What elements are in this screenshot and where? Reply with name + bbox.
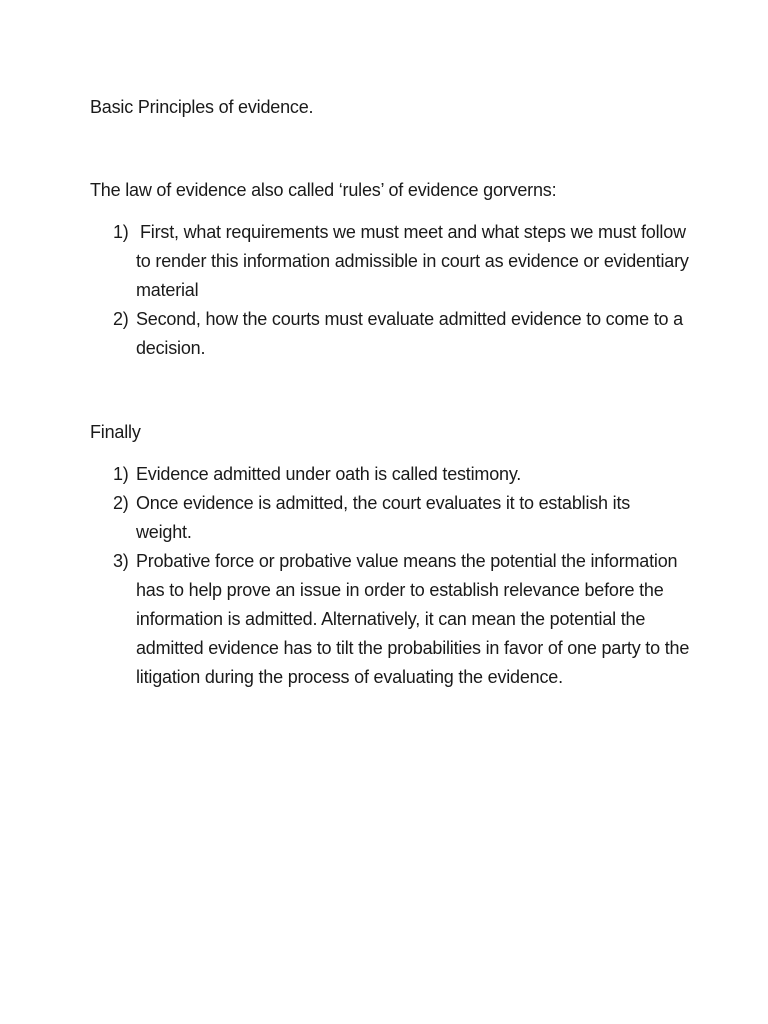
list-item-text: Probative force or probative value means the potential the information has to help prove an issue in order to establish relevance before the information is admitted. Alternatively, it can mean the potential the admitted evidence has to tilt the probabilities in favor of one party to the litigation during the process of evaluating the evidence. bbox=[136, 551, 690, 687]
list-item bbox=[90, 547, 690, 692]
list-item bbox=[90, 460, 690, 489]
list-item-number: 3) bbox=[113, 551, 129, 571]
intro-paragraph: The law of evidence also called ‘rules’ of evidence gorverns: bbox=[90, 180, 557, 200]
principles-list bbox=[90, 218, 690, 363]
list-item-text: Second, how the courts must evaluate admitted evidence to come to a decision. bbox=[136, 309, 683, 358]
list-item bbox=[90, 489, 690, 547]
list-item bbox=[90, 218, 690, 305]
list-item-number: 1) bbox=[113, 464, 129, 484]
document-title: Basic Principles of evidence. bbox=[90, 97, 314, 117]
finally-heading: Finally bbox=[90, 422, 141, 442]
list-item-text: First, what requirements we must meet and what steps we must follow to render this information admissible in court as evidence or evidentiary material bbox=[136, 222, 689, 300]
list-item bbox=[90, 305, 690, 363]
list-item-text: Evidence admitted under oath is called testimony. bbox=[136, 464, 522, 484]
finally-list bbox=[90, 460, 690, 692]
list-item-number: 1) bbox=[113, 222, 129, 242]
list-item-number: 2) bbox=[113, 493, 129, 513]
list-item-number: 2) bbox=[113, 309, 129, 329]
list-item-text: Once evidence is admitted, the court evaluates it to establish its weight. bbox=[136, 493, 631, 542]
